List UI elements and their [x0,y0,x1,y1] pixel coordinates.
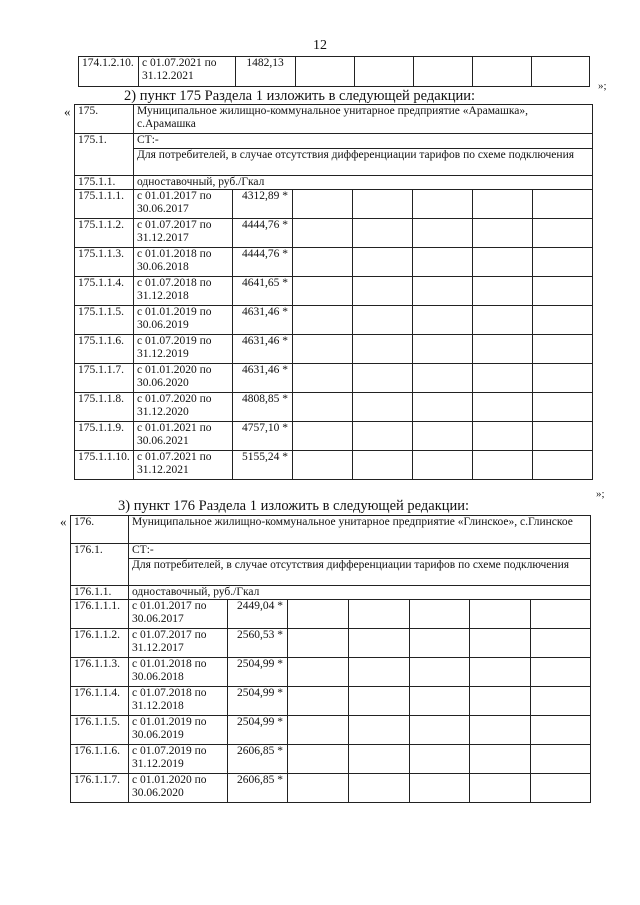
empty-cell [410,658,470,687]
row-value: 1482,13 [236,57,296,87]
page-number: 12 [313,38,327,53]
table-row [71,658,591,687]
open-quote: « [60,514,67,529]
empty-cell [288,774,349,803]
row-period: с 01.01.2017 по 30.06.2017 [129,600,228,629]
row-code: 175.1.1.9. [75,422,134,451]
row-code: 176.1.1.2. [71,629,129,658]
row-code: 175.1.1.2. [75,219,134,248]
table-row [75,134,593,149]
empty-cell [470,658,531,687]
empty-cell [353,219,413,248]
section-176-table [70,515,591,803]
table-row [75,219,593,248]
empty-cell [293,422,353,451]
rate-label: одноставочный, руб./Гкал [129,586,591,600]
empty-cell [349,629,410,658]
row-period: с 01.01.2021 по 30.06.2021 [134,422,233,451]
open-quote: « [64,104,71,119]
table-row [75,176,593,190]
row-code: 175.1.1.7. [75,364,134,393]
table-row [75,306,593,335]
empty-cell [531,774,591,803]
row-period: с 01.07.2019 по 31.12.2019 [129,745,228,774]
row-period: с 01.07.2018 по 31.12.2018 [129,687,228,716]
empty-cell [473,248,533,277]
empty-cell [349,687,410,716]
row-value: 2560,53 * [228,629,288,658]
empty-cell [533,451,593,480]
empty-cell [533,219,593,248]
empty-cell [413,248,473,277]
empty-cell [293,190,353,219]
empty-cell [413,393,473,422]
empty-cell [413,422,473,451]
empty-cell [413,190,473,219]
row-period: с 01.07.2017 по 31.12.2017 [134,219,233,248]
empty-cell [531,745,591,774]
row-code: 174.1.2.10. [79,57,139,87]
empty-cell [410,687,470,716]
row-code: 175.1.1.10. [75,451,134,480]
empty-cell [470,745,531,774]
continuation-table [78,56,590,87]
empty-cell [413,364,473,393]
empty-cell [531,687,591,716]
empty-cell [470,629,531,658]
section-175-heading: 2) пункт 175 Раздела 1 изложить в следующей редакции: [124,88,476,104]
row-code: 175.1.1.4. [75,277,134,306]
empty-cell [470,687,531,716]
row-value: 4757,10 * [233,422,293,451]
empty-cell [473,393,533,422]
table-row [75,335,593,364]
row-code: 176.1.1.7. [71,774,129,803]
empty-cell [473,306,533,335]
row-value: 4312,89 * [233,190,293,219]
table-row [71,544,591,559]
row-code: 176.1.1.3. [71,658,129,687]
section-175-table [74,104,593,480]
empty-cell [353,277,413,306]
row-value: 2504,99 * [228,658,288,687]
empty-cell [533,277,593,306]
empty-cell [531,658,591,687]
empty-cell [288,658,349,687]
table-row [75,190,593,219]
rate-code: 176.1.1. [71,586,129,600]
empty-cell [470,716,531,745]
empty-cell [353,335,413,364]
org-name: Муниципальное жилищно-коммунальное унитарное предприятие «Арамашка», с.Арамашка [134,105,593,134]
table-row [71,629,591,658]
rate-code: 175.1.1. [75,176,134,190]
row-code: 176.1.1.6. [71,745,129,774]
table-row [71,600,591,629]
empty-cell [533,393,593,422]
table-row [71,687,591,716]
empty-cell [531,629,591,658]
empty-cell [533,248,593,277]
empty-cell [353,306,413,335]
org-code: 175. [75,105,134,134]
row-period: с 01.01.2018 по 30.06.2018 [134,248,233,277]
rate-label: одноставочный, руб./Гкал [134,176,593,190]
org-name: Муниципальное жилищно-коммунальное унитарное предприятие «Глинское», с.Глинское [129,516,591,544]
row-period: с 01.07.2021 по 31.12.2021 [134,451,233,480]
empty-cell [533,364,593,393]
st-label: СТ:- [134,134,593,149]
row-period: с 01.07.2020 по 31.12.2020 [134,393,233,422]
st-label: СТ:- [129,544,591,559]
empty-cell [349,600,410,629]
empty-cell [473,190,533,219]
empty-cell [353,364,413,393]
row-period: с 01.01.2019 по 30.06.2019 [129,716,228,745]
empty-cell [293,277,353,306]
empty-cell [413,451,473,480]
empty-cell [293,364,353,393]
empty-cell [353,422,413,451]
row-value: 2606,85 * [228,745,288,774]
table-row [75,248,593,277]
consumers-label: Для потребителей, в случае отсутствия дифференциации тарифов по схеме подключения [134,149,593,176]
table-row [71,516,591,544]
row-period: с 01.07.2018 по 31.12.2018 [134,277,233,306]
empty-cell [473,277,533,306]
empty-cell [473,451,533,480]
row-code: 175.1.1.8. [75,393,134,422]
empty-cell [473,364,533,393]
empty-cell [353,248,413,277]
row-period: с 01.01.2017 по 30.06.2017 [134,190,233,219]
empty-cell [410,629,470,658]
empty-cell [288,629,349,658]
row-value: 4444,76 * [233,219,293,248]
empty-cell [533,335,593,364]
empty-cell [413,335,473,364]
row-value: 4808,85 * [233,393,293,422]
row-code: 175.1.1.1. [75,190,134,219]
st-code: 176.1. [71,544,129,586]
row-code: 175.1.1.6. [75,335,134,364]
row-code: 176.1.1.4. [71,687,129,716]
table-row [75,422,593,451]
row-value: 2449,04 * [228,600,288,629]
row-value: 4444,76 * [233,248,293,277]
row-code: 175.1.1.5. [75,306,134,335]
row-value: 2606,85 * [228,774,288,803]
consumers-label: Для потребителей, в случае отсутствия дифференциации тарифов по схеме подключения [129,559,591,586]
empty-cell [288,600,349,629]
table-row [75,451,593,480]
closing-mark: »; [598,80,607,92]
empty-cell [470,774,531,803]
table-row [71,586,591,600]
empty-cell [353,190,413,219]
table-row [79,57,590,87]
empty-cell [533,422,593,451]
table-row [75,364,593,393]
table-row [75,105,593,134]
empty-cell [533,306,593,335]
row-value: 2504,99 * [228,716,288,745]
row-period: с 01.07.2019 по 31.12.2019 [134,335,233,364]
empty-cell [293,451,353,480]
row-value: 5155,24 * [233,451,293,480]
section-176-heading: 3) пункт 176 Раздела 1 изложить в следующей редакции: [118,498,470,514]
empty-cell [293,219,353,248]
empty-cell [293,306,353,335]
table-row [75,277,593,306]
row-period: с 01.01.2018 по 30.06.2018 [129,658,228,687]
empty-cell [473,422,533,451]
empty-cell [413,277,473,306]
empty-cell [413,306,473,335]
empty-cell [410,716,470,745]
table-row [75,393,593,422]
empty-cell [288,687,349,716]
empty-cell [288,745,349,774]
empty-cell [410,745,470,774]
row-period: с 01.01.2020 по 30.06.2020 [134,364,233,393]
table-row [71,559,591,586]
table-row [71,745,591,774]
row-period: с 01.07.2021 по 31.12.2021 [139,57,236,87]
empty-cell [293,393,353,422]
closing-mark: »; [596,488,605,500]
empty-cell [349,658,410,687]
empty-cell [473,335,533,364]
row-period: с 01.07.2017 по 31.12.2017 [129,629,228,658]
row-value: 4631,46 * [233,335,293,364]
empty-cell [293,335,353,364]
empty-cell [349,745,410,774]
row-period: с 01.01.2020 по 30.06.2020 [129,774,228,803]
empty-cell [353,393,413,422]
table-row [71,716,591,745]
empty-cell [293,248,353,277]
table-row [75,149,593,176]
row-code: 175.1.1.3. [75,248,134,277]
empty-cell [413,219,473,248]
empty-cell [531,716,591,745]
row-value: 4631,46 * [233,364,293,393]
empty-cell [470,600,531,629]
empty-cell [353,451,413,480]
empty-cell [410,774,470,803]
row-code: 176.1.1.5. [71,716,129,745]
empty-cell [349,716,410,745]
empty-cell [288,716,349,745]
empty-cell [410,600,470,629]
row-value: 4641,65 * [233,277,293,306]
row-period: с 01.01.2019 по 30.06.2019 [134,306,233,335]
empty-cell [531,600,591,629]
table-row [71,774,591,803]
empty-cell [473,219,533,248]
st-code: 175.1. [75,134,134,176]
row-value: 2504,99 * [228,687,288,716]
org-code: 176. [71,516,129,544]
empty-cell [533,190,593,219]
row-code: 176.1.1.1. [71,600,129,629]
empty-cell [349,774,410,803]
row-value: 4631,46 * [233,306,293,335]
